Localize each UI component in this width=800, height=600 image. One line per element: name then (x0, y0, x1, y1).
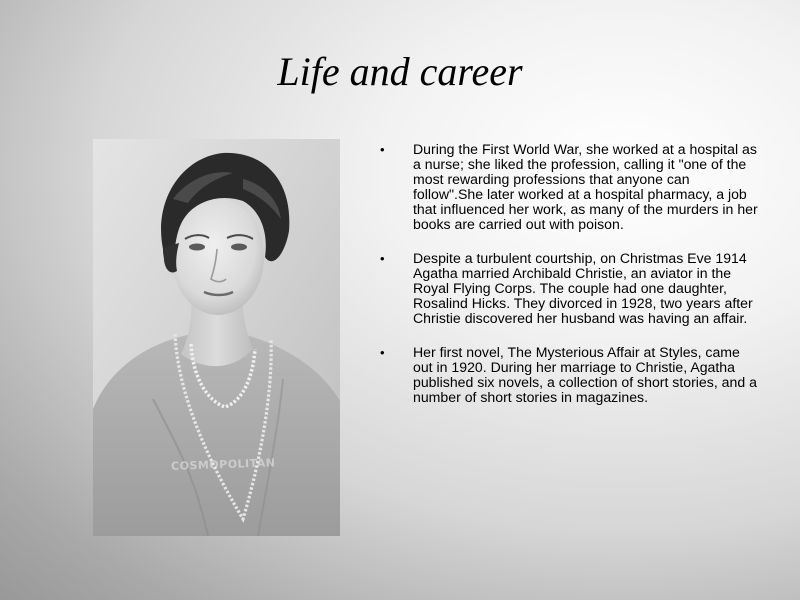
portrait-watermark: COSMOPOLITAN (170, 456, 276, 473)
bullet-item (380, 251, 758, 326)
portrait-photo (93, 139, 340, 536)
bullet-list (380, 142, 758, 424)
bullet-item (380, 142, 758, 232)
bullet-text: Despite a turbulent courtship, on Christmas Eve 1914 Agatha married Archibald Christie, an aviator in the Royal Flying Corps. The couple had one daughter, Rosalind Hicks. They divorced in 1928, two years after Christie discovered her husband was having an affair. (413, 250, 753, 326)
bullet-text: During the First World War, she worked at a hospital as a nurse; she liked the profession, calling it "one of the most rewarding professions that anyone can follow".She later worked at a hospital pharmacy, a job that influenced her work, as many of the murders in her books are carried out with poison. (413, 141, 758, 232)
bullet-text: Her first novel, The Mysterious Affair at Styles, came out in 1920. During her marriage to Christie, Agatha published six novels, a collection of short stories, and a number of short stories in magazines. (413, 344, 757, 405)
bullet-dot: • (380, 142, 385, 157)
slide-title: Life and career (277, 49, 523, 94)
bullet-dot: • (380, 251, 385, 266)
bullet-item (380, 345, 758, 405)
bullet-dot: • (380, 345, 385, 360)
